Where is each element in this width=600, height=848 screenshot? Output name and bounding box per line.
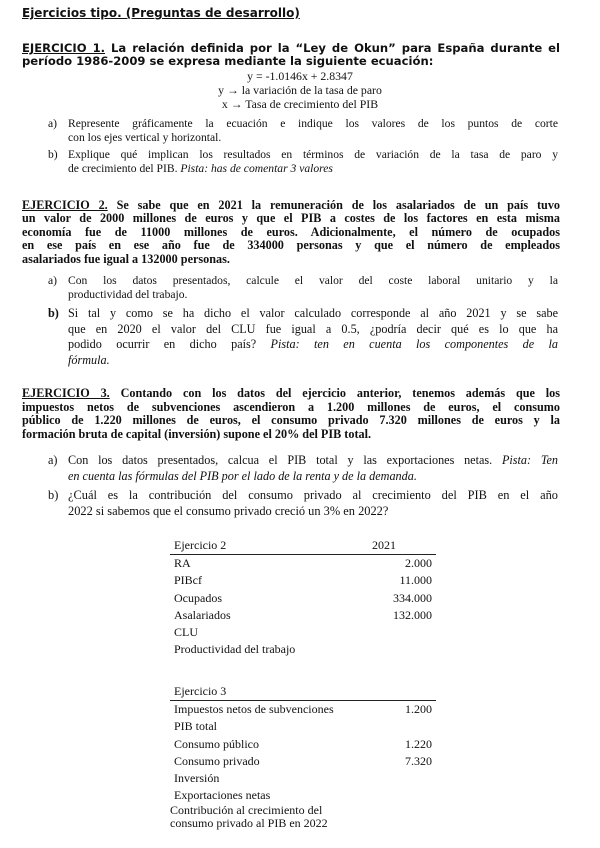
exercise-2-label: EJERCICIO 2. <box>22 198 108 212</box>
row-label: CLU <box>174 624 198 639</box>
exercise-1-question-a <box>48 117 558 144</box>
table-header <box>170 683 436 701</box>
row-label: RA <box>174 556 191 571</box>
table-row <box>170 555 436 572</box>
table-header-year: 2021 <box>372 538 396 552</box>
exercise-3-text-line: impuestos netos de subvenciones ascendieron a 1.200 millones de euros, el consumo <box>22 399 560 414</box>
question-text-line: Con los datos presentados, calcua el PIB total y las exportaciones netas. <box>68 453 493 467</box>
exercise-1-text-line: La relación definida por la “Ley de Okun” para España durante el <box>111 41 561 55</box>
question-text-line: de crecimiento del PIB. <box>68 161 178 175</box>
exercise-1-question-b <box>48 148 558 175</box>
hint-text: en cuenta las fórmulas del PIB por el lado de la renta y de la demanda. <box>68 468 417 483</box>
row-label: Ocupados <box>174 590 222 605</box>
question-marker: a) <box>48 453 58 467</box>
exercise-2-question-b <box>48 306 559 368</box>
page-title: Ejercicios tipo. (Preguntas de desarrollo) <box>22 6 300 20</box>
table-row <box>170 624 436 641</box>
question-marker: b) <box>48 306 59 320</box>
row-label: consumo privado al PIB en 2022 <box>170 816 328 831</box>
row-value: 11.000 <box>399 573 432 588</box>
table-row <box>170 641 436 658</box>
table-row <box>170 590 436 607</box>
question-text-line: que en 2020 el valor del CLU fue igual a 0.5, ¿podría decir qué es lo que ha <box>68 321 558 336</box>
row-label: Consumo privado <box>174 753 260 768</box>
row-label: Exportaciones netas <box>174 788 271 803</box>
row-value: 132.000 <box>393 607 432 622</box>
question-text-line: 2022 si sabemos que el consumo privado creció un 3% en 2022? <box>68 504 389 518</box>
row-label: Inversión <box>174 770 220 785</box>
row-value: 1.200 <box>405 702 432 717</box>
table-row <box>170 572 436 589</box>
exercise-2-text-line: Se sabe que en 2021 la remuneración de los asalariados de un país tuvo <box>116 198 561 212</box>
question-text-line: ¿Cuál es la contribución del consumo privado al crecimiento del PIB en el año <box>68 488 558 502</box>
row-label: Asalariados <box>174 607 231 622</box>
row-value: 7.320 <box>405 753 432 768</box>
question-text-line: Explique qué implican los resultados en términos de variación de la tasa de paro y <box>68 148 558 161</box>
exercise-2-text-line: asalariados fue igual a 132000 personas. <box>22 251 230 266</box>
question-marker: a) <box>48 274 58 287</box>
table-exercise-3 <box>170 683 436 830</box>
okun-equation: y = -1.0146x + 2.8347 <box>247 69 353 83</box>
table-row <box>170 736 436 753</box>
exercise-3-statement <box>22 387 560 441</box>
row-value: 1.220 <box>405 736 432 751</box>
table-row <box>170 753 436 770</box>
question-text-line: Con los datos presentados, calcule el valor del coste laboral unitario y la <box>68 274 558 287</box>
hint-text: Pista: has de comentar 3 valores <box>180 161 333 175</box>
table-header <box>170 537 436 555</box>
exercise-2-question-a <box>48 274 558 301</box>
hint-text: Pista: Ten <box>501 453 558 467</box>
table-header-label: Ejercicio 3 <box>174 684 227 698</box>
question-text-line: con los ejes vertical y horizontal. <box>68 130 222 144</box>
hint-text: Pista: ten en cuenta los componentes de la <box>270 337 559 351</box>
exercise-2-text-line: un valor de 2000 millones de euros y que el PIB a costes de los factores en esta misma <box>22 211 560 226</box>
table-row <box>170 701 436 718</box>
exercise-1-label: EJERCICIO 1. <box>22 41 106 55</box>
question-text-line: podido ocurrir en dicho país? <box>68 337 257 351</box>
exercise-1-statement <box>22 42 560 69</box>
hint-text: fórmula. <box>68 352 110 367</box>
row-label: PIB total <box>174 719 218 734</box>
row-label: Contribución al crecimiento del <box>170 803 323 818</box>
exercise-3-text-line: Contando con los datos del ejercicio anterior, tenemos además que los <box>120 386 560 400</box>
exercise-3-text-line: formación bruta de capital (inversión) supone el 20% del PIB total. <box>22 426 372 441</box>
table-row <box>170 718 436 735</box>
table-row <box>170 804 436 830</box>
exercise-2-text-line: en ese país en ese año fue de 334000 personas y que el número de empleados <box>22 238 560 253</box>
row-label: PIBcf <box>174 573 202 588</box>
question-marker: b) <box>48 488 59 502</box>
question-text-line: productividad del trabajo. <box>68 287 188 301</box>
exercise-3-question-a <box>48 453 558 484</box>
exercise-2-statement <box>22 199 560 266</box>
exercise-1-text-line: período 1986-2009 se expresa mediante la siguiente ecuación: <box>22 54 434 69</box>
exercise-3-text-line: público de 1.220 millones de euros, el consumo privado 7.320 millones de euros y la <box>22 413 560 428</box>
exercise-3-question-b <box>48 487 558 519</box>
row-label: Consumo público <box>174 736 260 751</box>
question-marker: a) <box>48 117 58 130</box>
table-header-label: Ejercicio 2 <box>174 538 227 552</box>
table-row <box>170 787 436 804</box>
question-marker: b) <box>48 148 58 161</box>
row-value: 2.000 <box>405 556 432 571</box>
row-label: Impuestos netos de subvenciones <box>174 702 334 717</box>
table-row <box>170 607 436 624</box>
exercise-2-text-line: economía fue de 11000 millones de euros. Adicionalmente, el número de ocupados <box>22 224 560 239</box>
row-value: 334.000 <box>393 590 432 605</box>
table-row <box>170 770 436 787</box>
table-exercise-2 <box>170 537 436 658</box>
definition-x: x → Tasa de crecimiento del PIB <box>221 97 379 111</box>
question-text-line: Represente gráficamente la ecuación e indique los valores de los puntos de corte <box>68 117 558 130</box>
definition-y: y → la variación de la tasa de paro <box>218 83 382 97</box>
exercise-3-label: EJERCICIO 3. <box>22 386 110 400</box>
question-text-line: Si tal y como se ha dicho el valor calculado corresponde al año 2021 y se sabe <box>68 306 558 320</box>
row-label: Productividad del trabajo <box>174 642 296 657</box>
